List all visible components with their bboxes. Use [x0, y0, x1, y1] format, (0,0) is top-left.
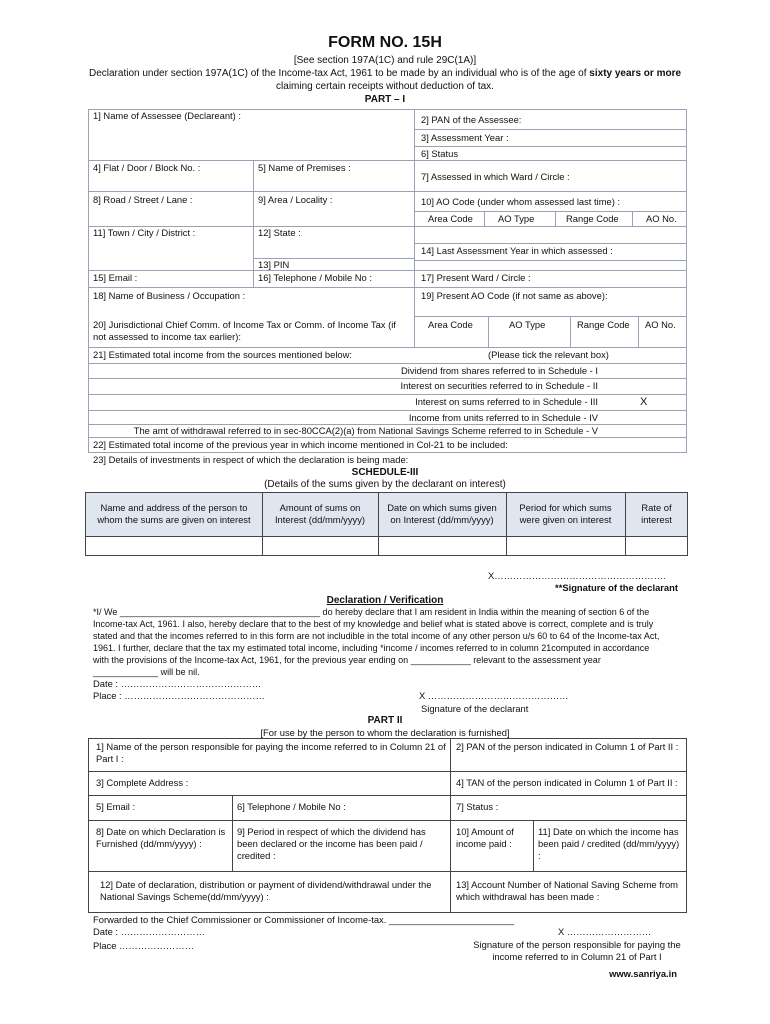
field-pan: 2] PAN of the Assessee:: [421, 114, 522, 125]
field-assessment-year: 3] Assessment Year :: [421, 132, 509, 143]
part2-field-email: 5] Email :: [96, 801, 136, 812]
footer-date[interactable]: Date : ………………………: [93, 926, 205, 937]
present-ao-area-code-header: Area Code: [428, 319, 473, 330]
declaration-signature-line[interactable]: X ………………………………………: [419, 690, 569, 701]
form-declaration-line1: [0, 68, 770, 79]
part2-field-nss-date: 12] Date of declaration, distribution or payment of dividend/withdrawal under the National Savings Scheme(dd/mm/yyyy) :: [100, 879, 432, 902]
schedule-col-date-given: Date on which sums given on Interest (dd/mm/yyyy): [387, 502, 497, 525]
part2-field-tan: 4] TAN of the person indicated in Column 1 of Part II :: [456, 777, 678, 788]
part2-subtitle: [For use by the person to whom the declaration is furnished]: [260, 727, 510, 738]
income-source-units: Income from units referred to in Schedule - IV: [408, 412, 598, 423]
present-ao-no-header: AO No.: [645, 319, 676, 330]
declaration-signature-label: Signature of the declarant: [421, 703, 529, 714]
declaration-text-1: *I/ We ________________________________________ do hereby declare that I am resident in India within the meaning of section 6 of the: [93, 607, 650, 617]
part2-field-nss-account: 13] Account Number of National Saving Scheme from which withdrawal has been made :: [456, 879, 678, 902]
present-ao-range-code-header: Range Code: [577, 319, 630, 330]
footer-place[interactable]: Place ……………………: [93, 940, 195, 951]
field-area-locality: 9] Area / Locality :: [258, 194, 333, 205]
age-emphasis: sixty years or more: [589, 68, 682, 79]
field-telephone: 16] Telephone / Mobile No :: [258, 272, 372, 283]
form-subtitle: [See section 197A(1C) and rule 29C(1A)]: [293, 55, 477, 66]
website-link[interactable]: www.sanriya.in: [609, 968, 677, 979]
ao-type-header: AO Type: [498, 213, 535, 224]
part1-title: PART – I: [364, 94, 406, 105]
field-last-assessment-year: 14] Last Assessment Year in which assessed :: [421, 245, 613, 256]
part2-title: PART II: [367, 715, 403, 726]
field-status: 6] Status: [421, 148, 459, 159]
declarant-signature-line[interactable]: X……………………………………………….: [488, 570, 666, 581]
tick-mark-interest-sums[interactable]: X: [640, 396, 648, 408]
income-source-dividend: Dividend from shares referred to in Schedule - I: [401, 365, 598, 376]
part2-field-status: 7] Status :: [456, 801, 499, 812]
part2-field-address: 3] Complete Address :: [96, 777, 189, 788]
part2-field-pan: 2] PAN of the person indicated in Column 1 of Part II :: [456, 741, 679, 752]
part2-field-date-paid: 11] Date on which the income has been paid / credited (dd/mm/yyyy) :: [538, 826, 680, 861]
declaration-text-4: 1961. I further, declare that the tax my estimated total income, including *income / incomes referred to in column 21computed in accordance: [93, 643, 650, 653]
declaration-text-5: with the provisions of the Income-tax Act, 1961, for the previous year ending on ____________ relevant to the assessment year: [93, 655, 601, 665]
field-investment-details: 23] Details of investments in respect of which the declaration is being made:: [93, 454, 409, 465]
ao-range-code-header: Range Code: [566, 213, 619, 224]
schedule-col-name-address: Name and address of the person to whom the sums are given on interest: [97, 502, 251, 525]
ao-area-code-header: Area Code: [428, 213, 473, 224]
form-declaration-line2: claiming certain receipts without deduction of tax.: [276, 81, 494, 92]
part2-field-payer-name: 1] Name of the person responsible for paying the income referred to in Column 21 of Part I :: [96, 741, 446, 764]
field-jurisdictional-commissioner: 20] Jurisdictional Chief Comm. of Income Tax or Comm. of Income Tax (if not assessed to income tax earlier):: [93, 319, 396, 342]
form-title: FORM NO. 15H: [328, 34, 442, 51]
field-present-ao-code: 19] Present AO Code (if not same as above):: [421, 290, 608, 301]
field-business-occupation: 18] Name of Business / Occupation :: [93, 290, 246, 301]
field-town-city: 11] Town / City / District :: [93, 227, 196, 238]
field-road-street: 8] Road / Street / Lane :: [93, 194, 193, 205]
declaration-text-6: _____________ will be nil.: [93, 667, 200, 677]
part2-field-period: 9] Period in respect of which the dividend has been declared or the income has been paid / credited :: [237, 826, 426, 861]
field-email: 15] Email :: [93, 272, 138, 283]
schedule-col-amount: Amount of sums on Interest (dd/mm/yyyy): [274, 502, 366, 525]
income-source-nss-withdrawal: The amt of withdrawal referred to in sec-80CCA(2)(a) from National Savings Scheme referred to in Schedule - V: [133, 425, 598, 436]
declarant-signature-label: **Signature of the declarant: [555, 582, 678, 593]
field-premises: 5] Name of Premises :: [258, 162, 351, 173]
forwarded-line: Forwarded to the Chief Commissioner or Commissioner of Income-tax. ________________________: [93, 914, 515, 925]
field-previous-year-income: 22] Estimated total income of the previous year in which income mentioned in Col-21 to be included:: [93, 439, 508, 450]
declaration-text-3: stated and that the incomes referred to in this form are not includible in the total income of any other person u/s 60 to 64 of the Income-tax Act,: [93, 631, 660, 641]
part2-field-amount-paid: 10] Amount of income paid :: [456, 826, 514, 849]
present-ao-type-header: AO Type: [509, 319, 546, 330]
ao-no-header: AO No.: [646, 213, 677, 224]
field-ao-code: 10] AO Code (under whom assessed last time) :: [421, 196, 621, 207]
schedule-col-rate: Rate of interest: [641, 502, 672, 525]
income-source-securities: Interest on securities referred to in Schedule - II: [400, 380, 598, 391]
declaration-title: Declaration / Verification: [326, 595, 444, 606]
schedule-title: SCHEDULE-III: [351, 467, 419, 478]
declaration-text: Declaration under section 197A(1C) of the Income-tax Act, 1961 to be made by an individual who is of the age of: [88, 68, 587, 79]
part2-field-declaration-date: 8] Date on which Declaration is Furnished (dd/mm/yyyy) :: [96, 826, 226, 849]
field-ward-circle: 7] Assessed in which Ward / Circle :: [421, 171, 570, 182]
field-estimated-income: 21] Estimated total income from the sources mentioned below:: [93, 349, 352, 360]
declaration-date[interactable]: Date : ………………………………………: [93, 678, 262, 689]
field-present-ward: 17] Present Ward / Circle :: [421, 272, 531, 283]
tick-instruction: (Please tick the relevant box): [488, 349, 609, 360]
part2-field-telephone: 6] Telephone / Mobile No :: [237, 801, 346, 812]
schedule-col-period: Period for which sums were given on interest: [519, 502, 612, 525]
field-pin: 13] PIN: [258, 259, 290, 270]
footer-signature-line[interactable]: X ………………………: [558, 926, 652, 937]
field-state: 12] State :: [258, 227, 301, 238]
income-source-interest-sums: Interest on sums referred to in Schedule - III: [415, 396, 598, 407]
schedule-subtitle: (Details of the sums given by the declarant on interest): [264, 479, 506, 490]
declaration-text-2: Income-tax Act, 1961. I also, hereby declare that to the best of my knowledge and belief what is stated above is correct, complete and is truly: [93, 619, 654, 629]
field-name-of-assessee: 1] Name of Assessee (Declareant) :: [93, 110, 241, 121]
declaration-place[interactable]: Place : ………………………………………: [93, 690, 265, 701]
footer-signature-label: Signature of the person responsible for paying the income referred to in Column 21 of Part I: [473, 939, 681, 962]
field-flat-door: 4] Flat / Door / Block No. :: [93, 162, 201, 173]
